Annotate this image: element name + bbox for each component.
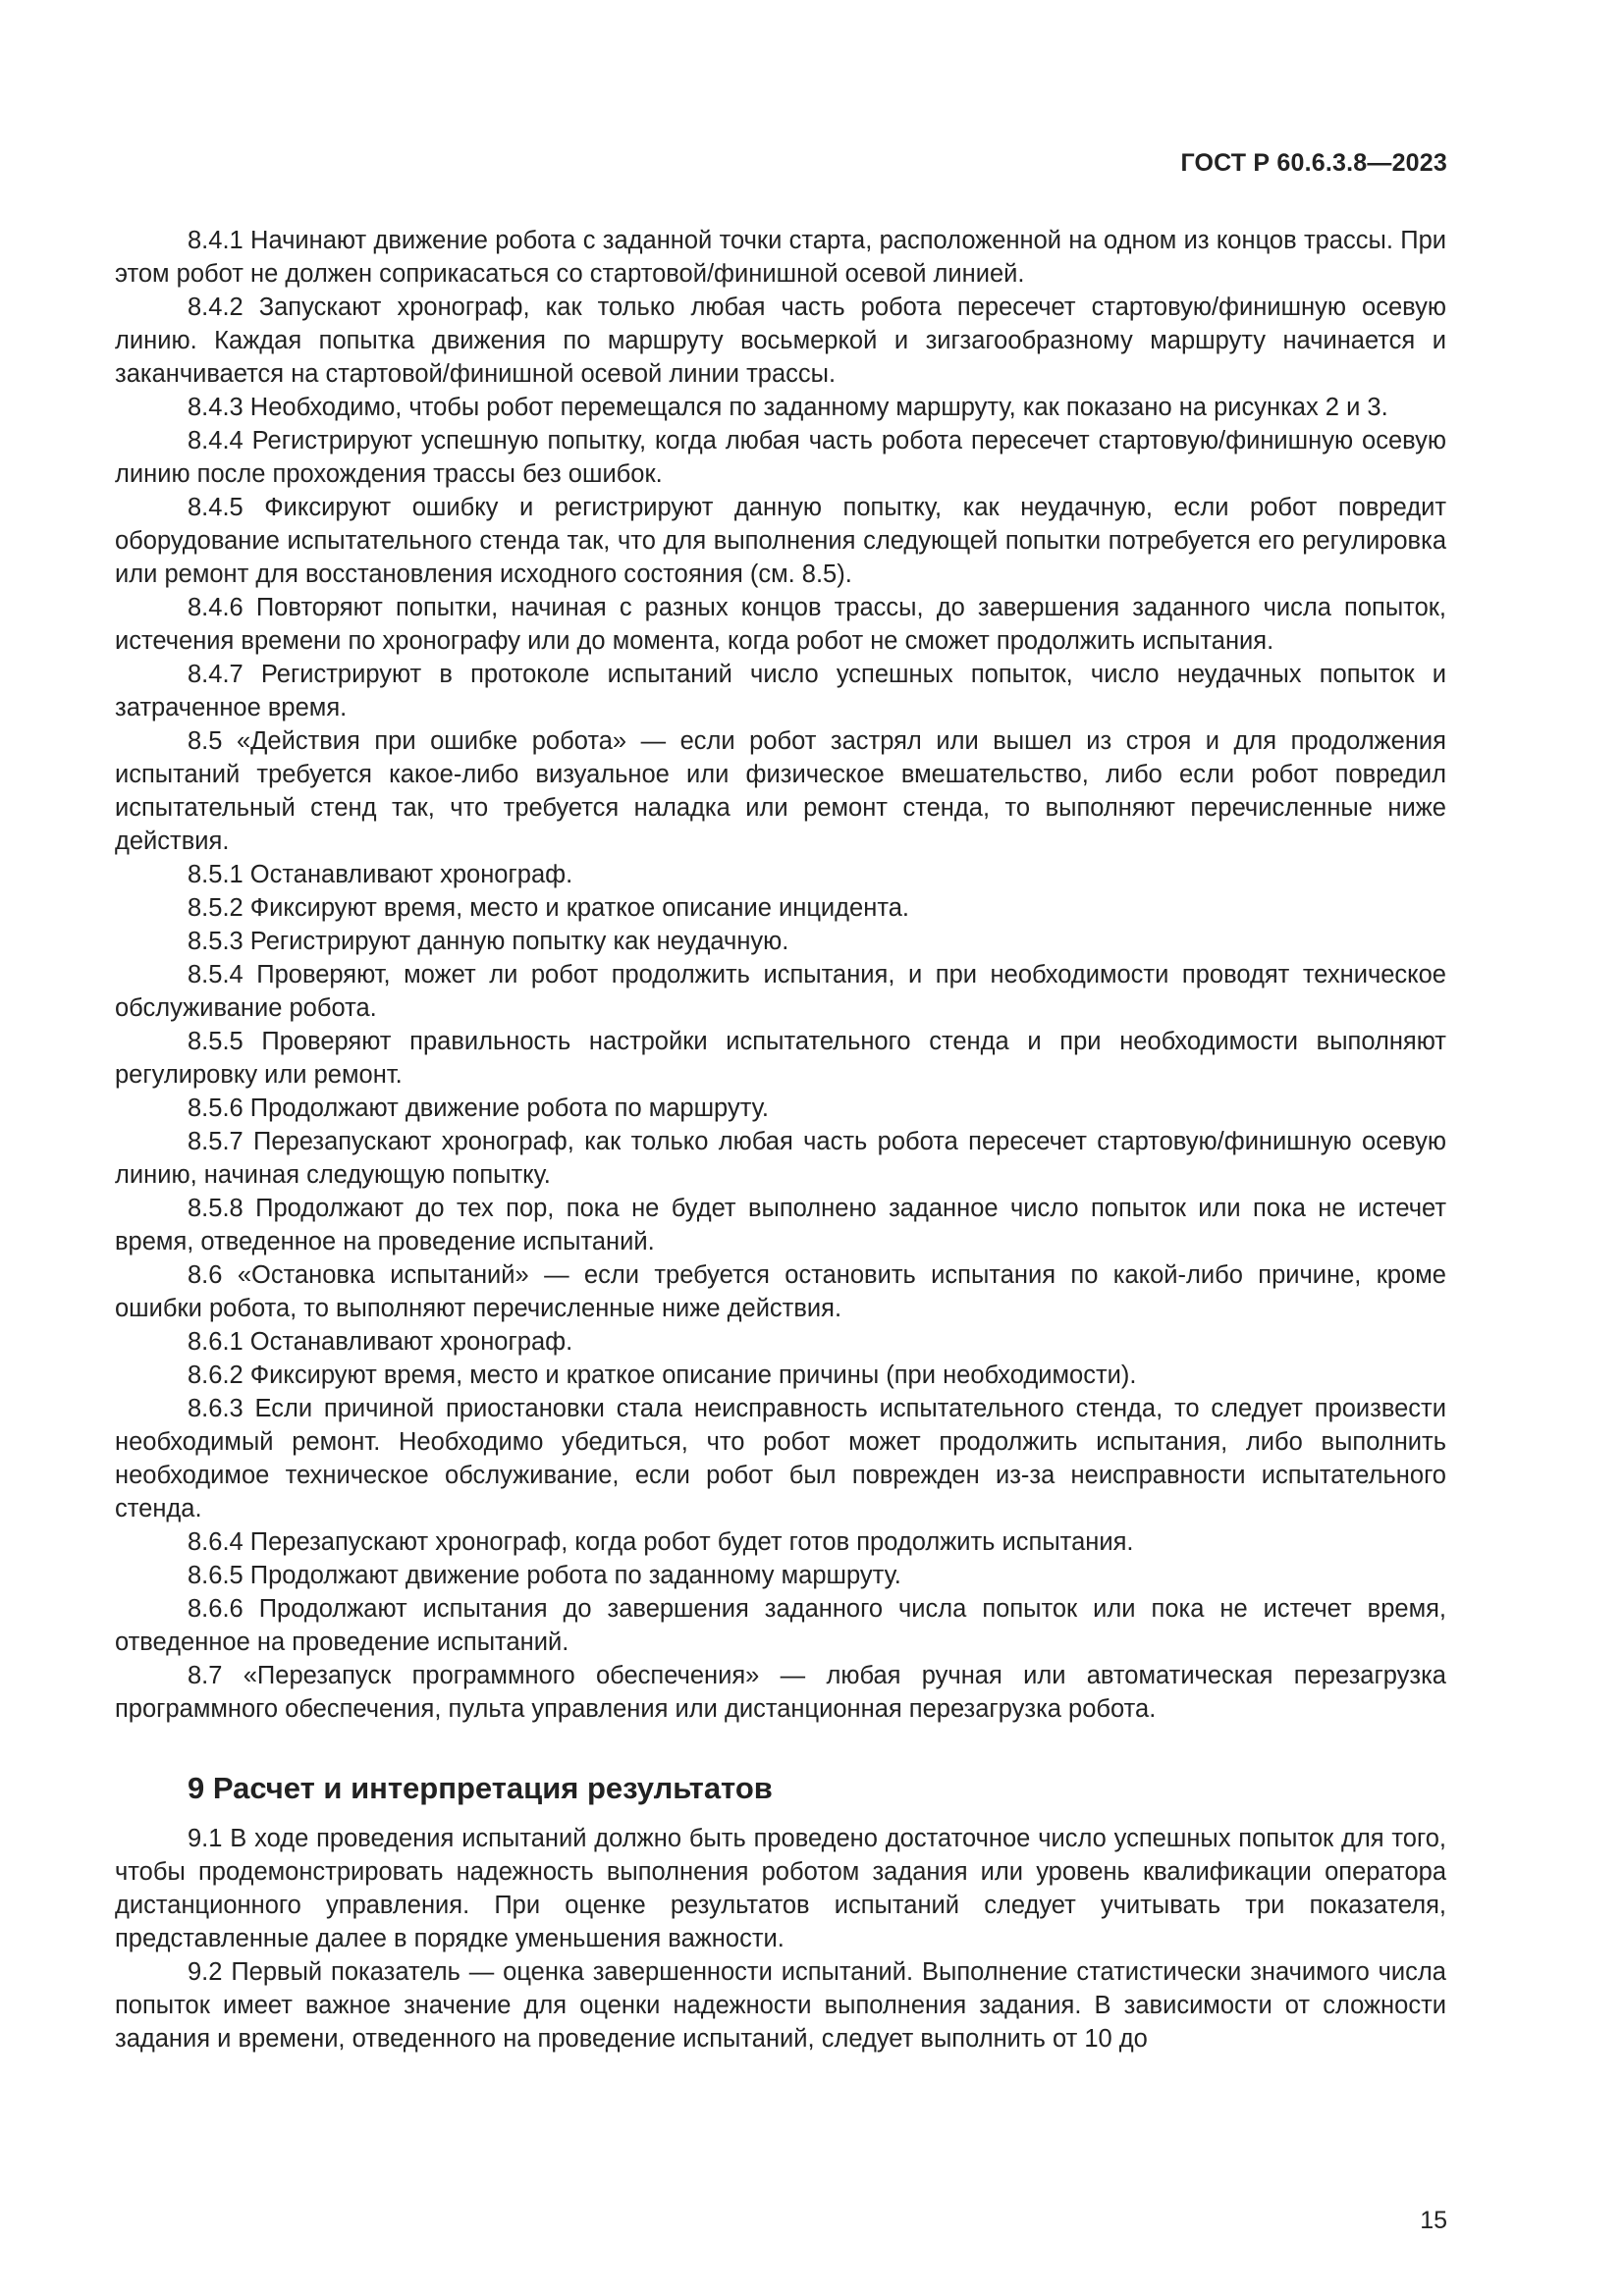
paragraph-8-7: 8.7 «Перезапуск программного обеспечения» — любая ручная или автоматическая перезагрузка программного обеспечения, пульта управления или дистанционная перезагрузка робота. [115, 1662, 1446, 1723]
section-9-heading: 9 Расчет и интерпретация результатов [188, 1771, 773, 1805]
document-code-header: ГОСТ Р 60.6.3.8—2023 [1180, 149, 1447, 177]
paragraph-8-5-4: 8.5.4 Проверяют, может ли робот продолжить испытания, и при необходимости проводят техническое обслуживание робота. [115, 961, 1446, 1022]
paragraph-8-6-6: 8.6.6 Продолжают испытания до завершения заданного числа попыток или пока не истечет время, отведенное на проведение испытаний. [115, 1595, 1446, 1656]
paragraph-8-6-5: 8.6.5 Продолжают движение робота по заданному маршруту. [188, 1562, 901, 1589]
paragraph-8-5-1: 8.5.1 Останавливают хронограф. [188, 861, 573, 888]
paragraph-8-5: 8.5 «Действия при ошибке робота» — если робот застрял или вышел из строя и для продолжения испытаний требуется какое-либо визуальное или физическое вмешательство, либо если робот повредил испытательный стенд так, что требуется наладка или ремонт стенда, то выполняют перечисленные ниже действия. [115, 727, 1446, 855]
paragraph-8-5-6: 8.5.6 Продолжают движение робота по маршруту. [188, 1095, 769, 1122]
paragraph-8-4-5: 8.4.5 Фиксируют ошибку и регистрируют данную попытку, как неудачную, если робот повредит оборудование испытательного стенда так, что для выполнения следующей попытки потребуется его регулировка или ремонт для восстановления исходного состояния (см. 8.5). [115, 494, 1446, 588]
paragraph-9-1: 9.1 В ходе проведения испытаний должно быть проведено достаточное число успешных попыток для того, чтобы продемонстрировать надежность выполнения роботом задания или уровень квалификации оператора дистанционного управления. При оценке результатов испытаний следует учитывать три показателя, представленные далее в порядке уменьшения важности. [115, 1825, 1446, 1952]
paragraph-8-6-4: 8.6.4 Перезапускают хронограф, когда робот будет готов продолжить испытания. [188, 1528, 1134, 1556]
paragraph-8-4-2: 8.4.2 Запускают хронограф, как только любая часть робота пересечет стартовую/финишную осевую линию. Каждая попытка движения по маршруту восьмеркой и зигзагообразному маршруту начинается и заканчивается на стартовой/финишной осевой линии трассы. [115, 294, 1446, 388]
page-number: 15 [1420, 2207, 1447, 2234]
paragraph-8-4-3: 8.4.3 Необходимо, чтобы робот перемещался по заданному маршруту, как показано на рисунках 2 и 3. [188, 394, 1388, 421]
paragraph-8-5-3: 8.5.3 Регистрируют данную попытку как неудачную. [188, 928, 789, 955]
paragraph-8-4-1: 8.4.1 Начинают движение робота с заданной точки старта, расположенной на одном из концов трассы. При этом робот не должен соприкасаться со стартовой/финишной осевой линией. [115, 227, 1446, 288]
paragraph-8-5-8: 8.5.8 Продолжают до тех пор, пока не будет выполнено заданное число попыток или пока не истечет время, отведенное на проведение испытаний. [115, 1195, 1446, 1255]
paragraph-8-5-5: 8.5.5 Проверяют правильность настройки испытательного стенда и при необходимости выполняют регулировку или ремонт. [115, 1028, 1446, 1089]
paragraph-8-6-3: 8.6.3 Если причиной приостановки стала неисправность испытательного стенда, то следует произвести необходимый ремонт. Необходимо убедиться, что робот может продолжить испытания, либо выполнить необходимое техническое обслуживание, если робот был поврежден из-за неисправности испытательного стенда. [115, 1395, 1446, 1522]
paragraph-8-6-1: 8.6.1 Останавливают хронограф. [188, 1328, 573, 1356]
paragraph-8-5-7: 8.5.7 Перезапускают хронограф, как только любая часть робота пересечет стартовую/финишную осевую линию, начиная следующую попытку. [115, 1128, 1446, 1189]
paragraph-8-6: 8.6 «Остановка испытаний» — если требуется остановить испытания по какой-либо причине, кроме ошибки робота, то выполняют перечисленные ниже действия. [115, 1261, 1446, 1322]
paragraph-8-4-7: 8.4.7 Регистрируют в протоколе испытаний число успешных попыток, число неудачных попыток и затраченное время. [115, 661, 1446, 721]
paragraph-8-4-4: 8.4.4 Регистрируют успешную попытку, когда любая часть робота пересечет стартовую/финишную осевую линию после прохождения трассы без ошибок. [115, 427, 1446, 488]
paragraph-8-5-2: 8.5.2 Фиксируют время, место и краткое описание инцидента. [188, 894, 909, 922]
page-body [115, 224, 1446, 2056]
paragraph-9-2: 9.2 Первый показатель — оценка завершенности испытаний. Выполнение статистически значимого числа попыток имеет важное значение для оценки надежности выполнения задания. В зависимости от сложности задания и времени, отведенного на проведение испытаний, следует выполнить от 10 до [115, 1958, 1446, 2053]
paragraph-8-4-6: 8.4.6 Повторяют попытки, начиная с разных концов трассы, до завершения заданного числа попыток, истечения времени по хронографу или до момента, когда робот не сможет продолжить испытания. [115, 594, 1446, 655]
paragraph-8-6-2: 8.6.2 Фиксируют время, место и краткое описание причины (при необходимости). [188, 1362, 1137, 1389]
